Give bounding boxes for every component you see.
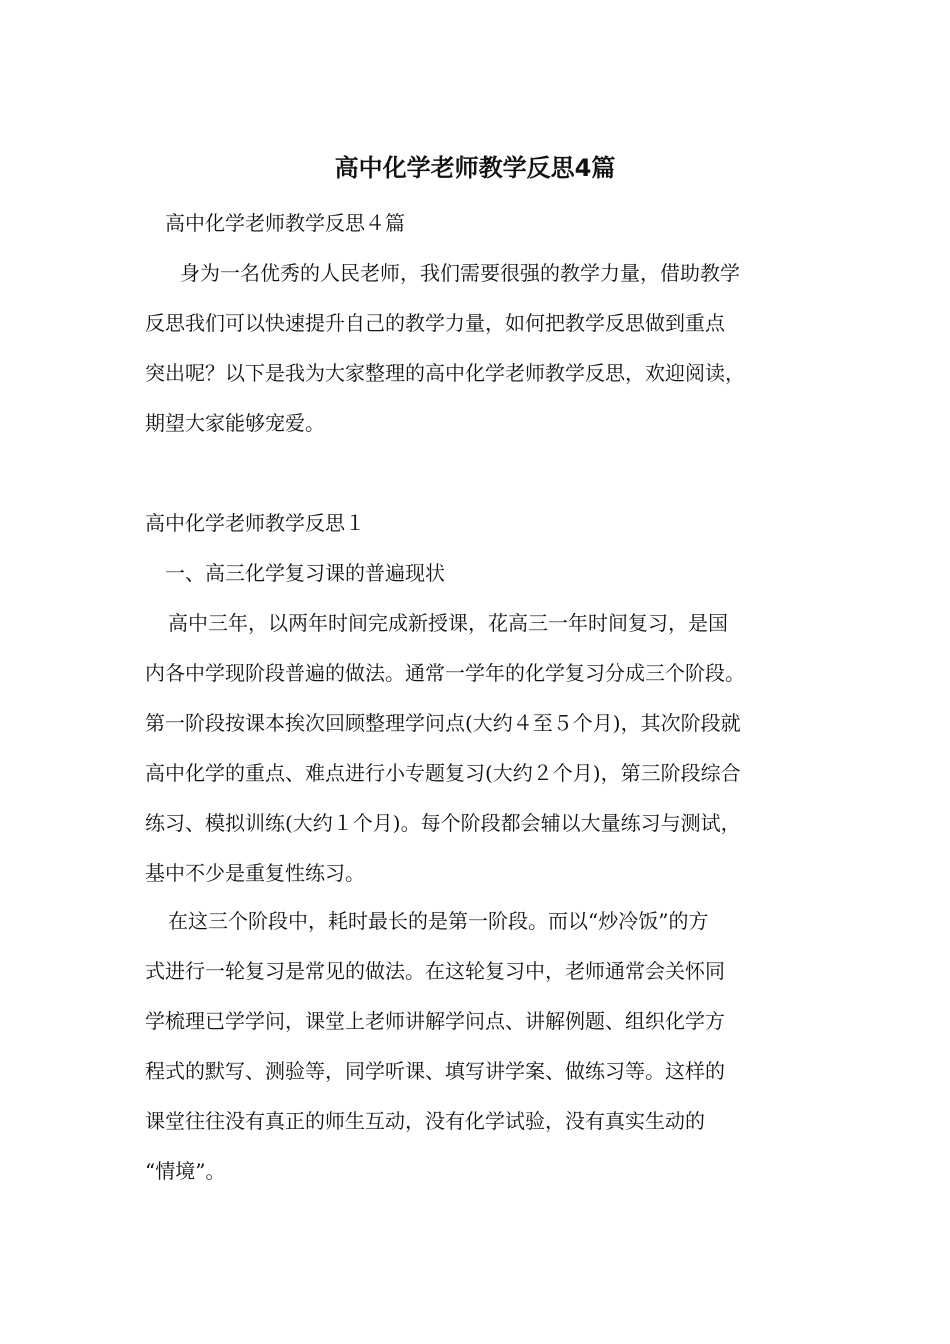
intro-line-2: 反思我们可以快速提升自己的教学力量，如何把教学反思做到重点 <box>145 311 725 335</box>
paragraph-2-line-1: 在这三个阶段中，耗时最长的是第一阶段。而以“炒冷饭”的方 <box>168 909 709 933</box>
intro-line-4: 期望大家能够宠爱。 <box>145 411 325 435</box>
paragraph-1-line-3: 第一阶段按课本挨次回顾整理学问点(大约４至５个月)，其次阶段就 <box>145 711 741 735</box>
paragraph-2-line-6: “情境”。 <box>145 1159 226 1183</box>
paragraph-2-line-4: 程式的默写、测验等，同学听课、填写讲学案、做练习等。这样的 <box>145 1059 725 1083</box>
section-heading: 高中化学老师教学反思１ <box>145 511 365 535</box>
paragraph-2-line-5: 课堂往往没有真正的师生互动，没有化学试验，没有真实生动的 <box>145 1109 705 1133</box>
intro-line-3: 突出呢？以下是我为大家整理的高中化学老师教学反思，欢迎阅读， <box>145 361 745 385</box>
paragraph-1-line-2: 内各中学现阶段普遍的做法。通常一学年的化学复习分成三个阶段。 <box>145 661 745 685</box>
paragraph-1-line-5: 练习、模拟训练(大约１个月)。每个阶段都会辅以大量练习与测试， <box>145 811 741 835</box>
intro-line-1: 身为一名优秀的人民老师，我们需要很强的教学力量，借助教学 <box>180 261 740 285</box>
paragraph-1-line-4: 高中化学的重点、难点进行小专题复习(大约２个月)，第三阶段综合 <box>145 761 741 785</box>
subtitle-line: 高中化学老师教学反思４篇 <box>165 211 405 235</box>
paragraph-1-line-6: 基中不少是重复性练习。 <box>145 861 365 885</box>
paragraph-1-line-1: 高中三年，以两年时间完成新授课，花高三一年时间复习，是国 <box>168 611 728 635</box>
document-title: 高中化学老师教学反思4篇 <box>334 154 616 182</box>
subsection-heading: 一、高三化学复习课的普遍现状 <box>165 561 445 585</box>
paragraph-2-line-2: 式进行一轮复习是常见的做法。在这轮复习中，老师通常会关怀同 <box>145 959 725 983</box>
paragraph-2-line-3: 学梳理已学学问，课堂上老师讲解学问点、讲解例题、组织化学方 <box>145 1009 725 1033</box>
